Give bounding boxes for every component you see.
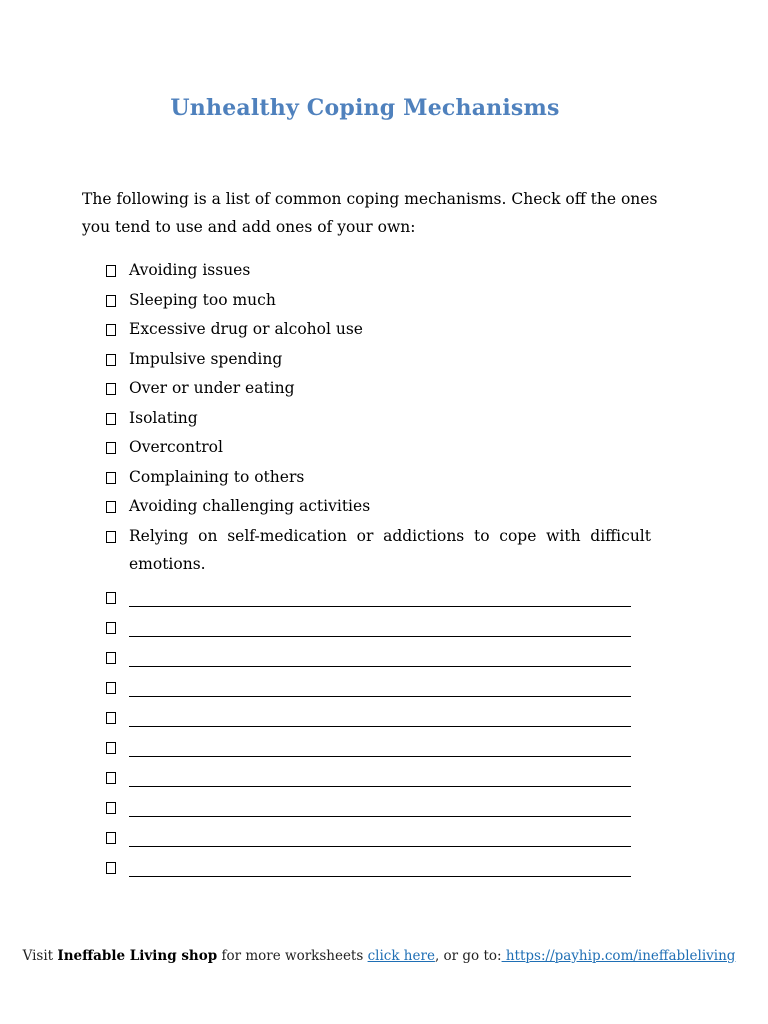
write-in-line[interactable] <box>129 695 631 697</box>
checkbox-icon[interactable] <box>106 832 116 844</box>
checkbox-icon[interactable] <box>106 712 116 724</box>
checkbox-icon[interactable] <box>106 413 116 425</box>
checklist-item <box>106 315 651 345</box>
checkbox-icon[interactable] <box>106 324 116 336</box>
checklist <box>106 256 651 578</box>
blank-entry-row <box>106 817 646 847</box>
write-in-line[interactable] <box>129 875 631 877</box>
checklist-item-label: Avoiding issues <box>129 261 251 279</box>
write-in-line[interactable] <box>129 845 631 847</box>
checklist-item-label: Isolating <box>129 408 198 427</box>
checkbox-icon[interactable] <box>106 472 116 484</box>
checkbox-icon[interactable] <box>106 442 116 454</box>
checkbox-icon[interactable] <box>106 772 116 784</box>
checklist-item <box>106 345 651 375</box>
blank-entry-row <box>106 847 646 877</box>
checklist-item-label: Impulsive spending <box>129 349 283 368</box>
blank-entry-row <box>106 637 646 667</box>
checkbox-icon[interactable] <box>106 802 116 814</box>
checkbox-icon[interactable] <box>106 862 116 874</box>
checkbox-icon[interactable] <box>106 501 116 513</box>
checklist-item-label: Sleeping too much <box>129 290 276 309</box>
checklist-item <box>106 433 651 463</box>
write-in-line[interactable] <box>129 755 631 757</box>
blank-entry-row <box>106 697 646 727</box>
blank-entry-row <box>106 607 646 637</box>
page-title: Unhealthy Coping Mechanisms <box>170 95 560 121</box>
checklist-item <box>106 522 651 578</box>
checkbox-icon[interactable] <box>106 383 116 395</box>
checkbox-icon[interactable] <box>106 682 116 694</box>
checkbox-icon[interactable] <box>106 652 116 664</box>
checkbox-icon[interactable] <box>106 265 116 277</box>
checklist-item <box>106 404 651 434</box>
footer-prefix: Visit <box>22 948 58 964</box>
write-in-line[interactable] <box>129 605 631 607</box>
checklist-item <box>106 256 651 286</box>
blank-entry-row <box>106 727 646 757</box>
checklist-item-label: Over or under eating <box>129 379 295 397</box>
blank-entry-row <box>106 667 646 697</box>
checklist-item-label: Relying on self-medication or addictions to cope with difficult emotions. <box>129 526 651 573</box>
footer <box>0 948 758 964</box>
checklist-item-label: Overcontrol <box>129 438 223 456</box>
checkbox-icon[interactable] <box>106 592 116 604</box>
intro-paragraph: The following is a list of common coping mechanisms. Check off the ones you tend to use and add ones of your own: <box>82 190 658 236</box>
checklist-item <box>106 374 651 404</box>
write-in-line[interactable] <box>129 665 631 667</box>
checklist-item-label: Excessive drug or alcohol use <box>129 320 363 338</box>
blank-entry-row <box>106 577 646 607</box>
checkbox-icon[interactable] <box>106 622 116 634</box>
blank-entry-row <box>106 787 646 817</box>
write-in-line[interactable] <box>129 815 631 817</box>
click-here-link[interactable]: click here <box>367 948 435 964</box>
shop-url-link[interactable]: https://payhip.com/ineffableliving <box>501 948 736 964</box>
footer-middle: for more worksheets <box>217 948 368 964</box>
checklist-item-label: Complaining to others <box>129 467 305 486</box>
checklist-item <box>106 463 651 493</box>
checklist-item <box>106 492 651 522</box>
checkbox-icon[interactable] <box>106 295 116 307</box>
write-in-line[interactable] <box>129 635 631 637</box>
blank-entry-row <box>106 757 646 787</box>
write-in-line[interactable] <box>129 725 631 727</box>
checkbox-icon[interactable] <box>106 531 116 543</box>
footer-after-click: , or go to: <box>434 948 502 964</box>
checkbox-icon[interactable] <box>106 742 116 754</box>
write-in-line[interactable] <box>129 785 631 787</box>
shop-name: Ineffable Living shop <box>57 948 218 964</box>
checkbox-icon[interactable] <box>106 354 116 366</box>
checklist-item-label: Avoiding challenging activities <box>129 497 371 515</box>
blank-entries <box>106 577 646 877</box>
checklist-item <box>106 286 651 316</box>
